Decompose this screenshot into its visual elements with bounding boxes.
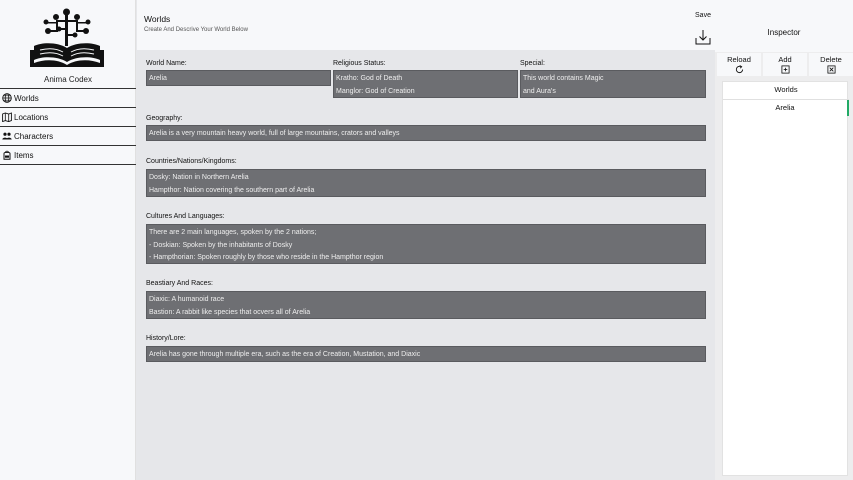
reload-icon <box>735 65 744 74</box>
add-label: Add <box>778 55 792 64</box>
delete-label: Delete <box>820 55 842 64</box>
world-name-label: World Name: <box>146 60 187 67</box>
cultures-label: Cultures And Languages: <box>146 213 225 220</box>
page-title: Worlds <box>144 14 171 24</box>
inspector-panel <box>715 0 853 480</box>
beastiary-field[interactable]: Diaxic: A humanoid race Bastion: A rabbit like species that ocvers all of Arelia <box>146 291 706 319</box>
app-name: Anima Codex <box>43 75 93 84</box>
backpack-icon <box>2 150 12 160</box>
geography-label: Geography: <box>146 115 183 122</box>
sidebar-item-items[interactable] <box>0 145 136 164</box>
list-item[interactable]: Arelia <box>723 100 849 116</box>
inspector-header <box>715 0 853 52</box>
reload-label: Reload <box>727 55 751 64</box>
book-tree-logo <box>28 6 106 68</box>
countries-field[interactable]: Dosky: Nation in Northern Arelia Hampthor: Nation covering the southern part of Arelia <box>146 169 706 197</box>
world-name-field[interactable]: Arelia <box>146 70 331 86</box>
religious-status-field[interactable]: Kratho: God of Death Manglor: God of Creation <box>333 70 518 98</box>
sidebar-item-label: Worlds <box>14 93 39 103</box>
sidebar-item-label: Characters <box>14 131 54 141</box>
special-field[interactable]: This world contains Magic and Aura's <box>520 70 706 98</box>
people-icon <box>2 131 12 141</box>
sidebar-item-label: Items <box>14 150 34 160</box>
nav-divider <box>0 164 136 165</box>
list-header: Worlds <box>774 85 798 94</box>
geography-field[interactable]: Arelia is a very mountain heavy world, full of large mountains, crators and valleys <box>146 125 706 141</box>
countries-label: Countries/Nations/Kingdoms: <box>146 158 237 165</box>
sidebar-item-locations[interactable] <box>0 107 136 126</box>
sidebar-item-worlds[interactable] <box>0 88 136 107</box>
delete-button[interactable] <box>809 53 853 76</box>
page-subtitle: Create And Descrive Your World Below <box>144 27 248 33</box>
world-form <box>137 50 715 480</box>
plus-box-icon <box>781 65 790 74</box>
sidebar-item-label: Locations <box>14 112 49 122</box>
globe-icon <box>2 93 12 103</box>
reload-button[interactable] <box>717 53 761 76</box>
download-icon <box>695 29 711 45</box>
history-label: History/Lore: <box>146 335 186 342</box>
beastiary-label: Beastiary And Races: <box>146 280 213 287</box>
inspector-title: Inspector <box>767 28 801 37</box>
cultures-field[interactable]: There are 2 main languages, spoken by the 2 nations; - Doskian: Spoken by the inhabitants of Dosky - Hampthorian: Spoken roughly by those who reside in the Hampthor region <box>146 224 706 264</box>
special-label: Special: <box>520 60 545 67</box>
history-field[interactable]: Arelia has gone through multiple era, such as the era of Creation, Mustation, and Diaxic <box>146 346 706 362</box>
add-button[interactable] <box>763 53 807 76</box>
map-icon <box>2 112 12 122</box>
sidebar <box>0 0 136 480</box>
religious-status-label: Religious Status: <box>333 60 386 67</box>
save-button[interactable] <box>692 3 714 47</box>
save-label: Save <box>695 12 711 19</box>
close-box-icon <box>827 65 836 74</box>
header <box>137 0 715 50</box>
worlds-list <box>722 81 848 476</box>
sidebar-item-characters[interactable] <box>0 126 136 145</box>
